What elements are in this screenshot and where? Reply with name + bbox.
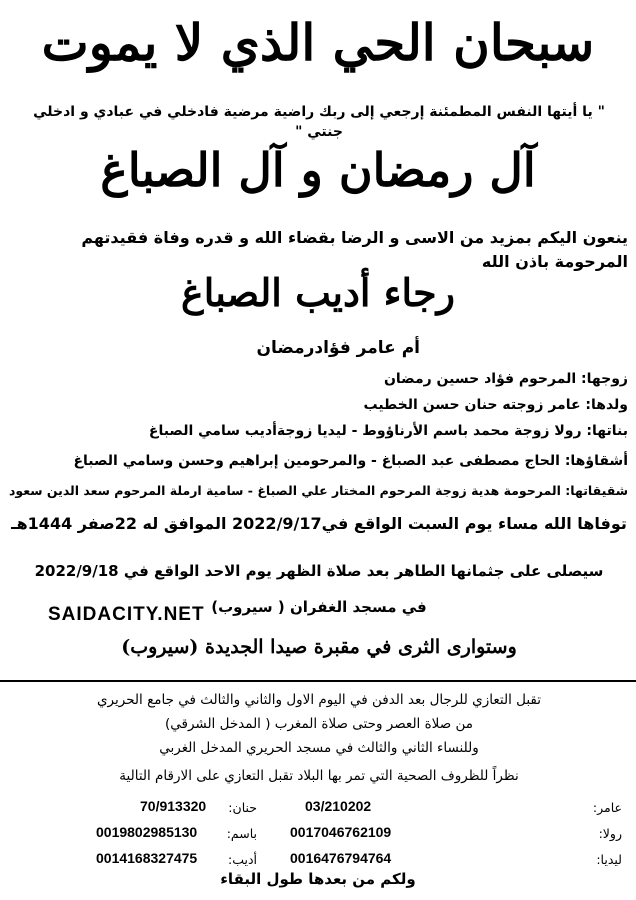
quran-verse: " يا أيتها النفس المطمئنة إرجعي إلى ربك راضية مرضية فادخلي في عبادي و ادخلي جنتي " xyxy=(33,104,605,140)
announcement-text: ينعون اليكم بمزيد من الاسى و الرضا بقضاء الله و قدره وفاة فقيدتهم المرحومة باذن الله xyxy=(81,228,628,271)
contact-number[interactable]: 0019802985130 xyxy=(96,824,198,840)
relative-value: المرحومة هدية زوجة المرحوم المختار علي الصباغ - سامية ارملة المرحوم سعد الدين سعود xyxy=(8,483,561,498)
condolences-men: تقبل التعازي للرجال بعد الدفن في اليوم الاول والثاني والثالث في جامع الحريري xyxy=(96,692,542,708)
death-date-line: توفاها الله مساء يوم السبت الواقع في2022/9/17 الموافق له 22صفر 1444هـ xyxy=(11,514,627,533)
relative-label: أشقاؤها: xyxy=(564,453,628,469)
contact-number[interactable]: 03/210202 xyxy=(305,798,372,814)
contact-label: عامر: xyxy=(592,800,622,815)
relative-value: المرحوم فؤاد حسين رمضان xyxy=(383,371,577,387)
deceased-name: رجاء أديب الصباغ xyxy=(181,270,455,315)
relative-value: عامر زوجته حنان حسن الخطيب xyxy=(363,397,581,413)
relative-line-brothers xyxy=(10,450,628,472)
burial-line: وستوارى الثرى في مقبرة صيدا الجديدة (سيروب) xyxy=(121,636,517,658)
closing-line: ولكم من بعدها طول البقاء xyxy=(220,870,416,888)
relative-label: ولدها: xyxy=(585,397,628,413)
contact-number[interactable]: 70/913320 xyxy=(140,798,207,814)
mother-of-line: أم عامر فؤادرمضان xyxy=(256,338,420,358)
contact-number[interactable]: 0017046762109 xyxy=(290,824,392,840)
contact-label: حنان: xyxy=(228,800,257,815)
condolences-phone-note: نظراً للظروف الصحية التي تمر بها البلاد تقبل التعازي على الارقام التالية xyxy=(119,768,519,784)
families-title: آل رمضان و آل الصباغ xyxy=(100,143,536,197)
condolences-women: وللنساء الثاني والثالث في مسجد الحريري المدخل الغربي xyxy=(159,740,479,756)
condolences-hours: من صلاة العصر وحتى صلاة المغرب ( المدخل الشرقي) xyxy=(164,716,473,732)
relative-value: رولا زوجة محمد باسم الأرناؤوط - ليديا زوجةأديب سامي الصباغ xyxy=(148,423,582,439)
relative-line-son xyxy=(10,394,628,416)
contact-label: رولا: xyxy=(598,826,622,841)
mosque-line: في مسجد الغفران ( سيروب) xyxy=(211,598,427,616)
section-divider xyxy=(0,680,636,682)
relative-label: بناتها: xyxy=(586,423,628,439)
relative-line-daughters xyxy=(10,420,628,442)
relative-label: زوجها: xyxy=(581,371,628,387)
contact-label: أديب: xyxy=(227,852,257,867)
relative-label: شقيقاتها: xyxy=(565,483,628,498)
relative-value: الحاج مصطفى عبد الصباغ - والمرحومين إبراهيم وحسن وسامي الصباغ xyxy=(73,453,560,469)
funeral-prayer-line: سيصلى على جثمانها الطاهر بعد صلاة الظهر يوم الاحد الواقع في 2022/9/18 xyxy=(34,562,604,580)
contact-number[interactable]: 0014168327475 xyxy=(96,850,198,866)
website-watermark: SAIDACITY.NET xyxy=(48,604,205,625)
relative-line-sisters xyxy=(10,480,628,502)
relative-line-husband xyxy=(10,368,628,390)
contact-label: باسم: xyxy=(226,826,257,841)
contact-number[interactable]: 0016476794764 xyxy=(290,850,392,866)
contact-label: ليديا: xyxy=(596,852,622,867)
calligraphy-heading: سبحان الحي الذي لا يموت xyxy=(41,13,595,72)
